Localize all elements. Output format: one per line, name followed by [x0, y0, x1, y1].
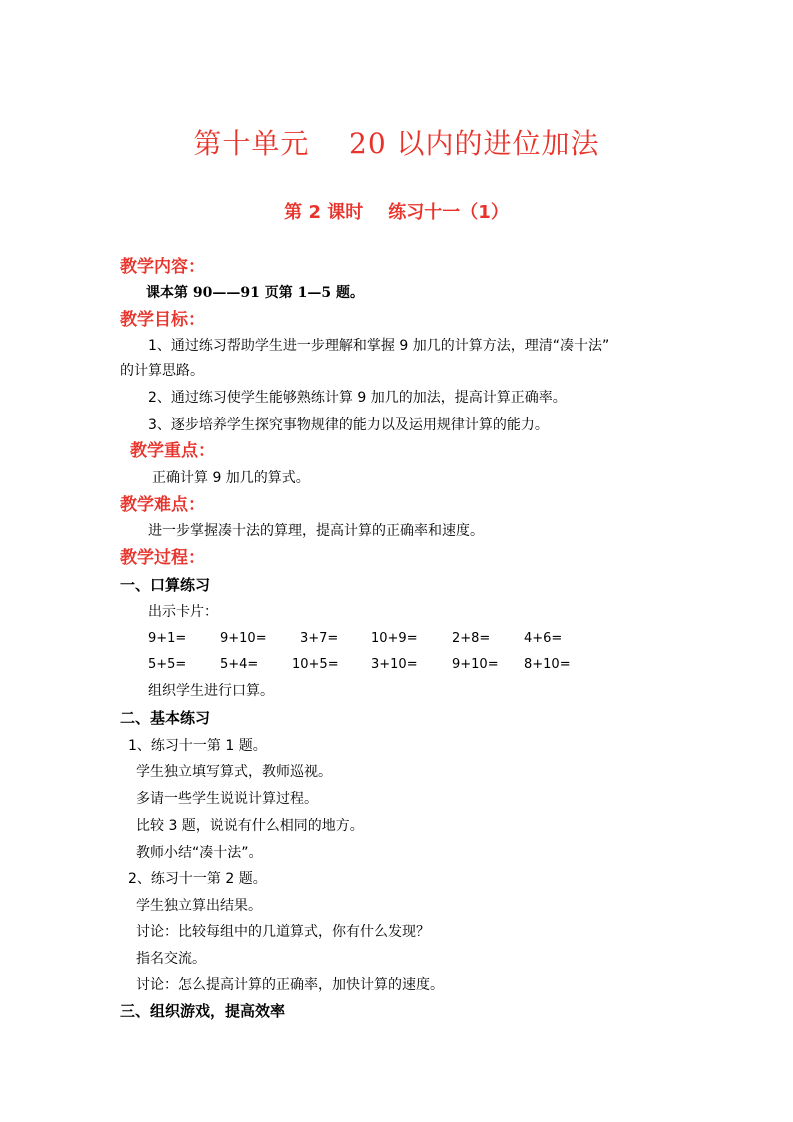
expr-r1-c5: 2+8=	[452, 631, 491, 646]
section3-heading: 三、组织游戏，提高效率	[120, 1002, 286, 1020]
expr-r2-c1: 5+5=	[148, 657, 187, 672]
expr-r2-c5: 9+10=	[452, 657, 499, 672]
expr-r1-c2: 9+10=	[220, 631, 267, 646]
section2-item1: 1、练习十一第 1 题。	[128, 738, 267, 754]
expr-r1-c4: 10+9=	[371, 631, 418, 646]
section1-heading: 一、口算练习	[120, 576, 211, 594]
section2-item2-line3: 指名交流。	[136, 951, 206, 967]
expr-r2-c3: 10+5=	[292, 657, 339, 672]
key-heading: 教学重点：	[130, 441, 215, 461]
expr-r2-c6: 8+10=	[524, 657, 571, 672]
expr-r1-c1: 9+1=	[148, 631, 187, 646]
section2-item1-line3: 比较 3 题，说说有什么相同的地方。	[136, 818, 364, 834]
content-heading: 教学内容：	[120, 257, 205, 277]
goal-line-1: 1、通过练习帮助学生进一步理解和掌握 9 加几的计算方法，理清“凑十法”	[148, 338, 610, 354]
page-title: 第十单元 20 以内的进位加法	[193, 127, 600, 160]
section2-item1-line2: 多请一些学生说说计算过程。	[136, 791, 318, 807]
section1-intro: 出示卡片：	[148, 604, 218, 620]
difficulty-heading: 教学难点：	[120, 495, 205, 515]
section1-outro: 组织学生进行口算。	[148, 683, 274, 699]
key-text: 正确计算 9 加几的算式。	[152, 470, 310, 486]
difficulty-text: 进一步掌握凑十法的算理，提高计算的正确率和速度。	[148, 523, 484, 539]
goals-heading: 教学目标：	[120, 310, 205, 330]
section2-item1-line1: 学生独立填写算式，教师巡视。	[136, 764, 332, 780]
section2-heading: 二、基本练习	[120, 709, 211, 727]
expr-r1-c6: 4+6=	[524, 631, 563, 646]
section2-item2-line2: 讨论：比较每组中的几道算式，你有什么发现？	[136, 924, 430, 940]
goal-line-3: 3、逐步培养学生探究事物规律的能力以及运用规律计算的能力。	[148, 417, 549, 433]
section2-item1-line4: 教师小结“凑十法”。	[136, 845, 263, 861]
goal-line-2: 2、通过练习使学生能够熟练计算 9 加几的加法，提高计算正确率。	[148, 390, 567, 406]
content-text: 课本第 90——91 页第 1—5 题。	[146, 285, 364, 301]
lesson-subtitle: 第 2 课时 练习十一（1）	[284, 202, 509, 223]
goal-line-1-cont: 的计算思路。	[120, 363, 204, 379]
process-heading: 教学过程：	[120, 548, 205, 568]
section2-item2-line4: 讨论：怎么提高计算的正确率，加快计算的速度。	[136, 977, 444, 993]
section2-item2: 2、练习十一第 2 题。	[128, 871, 267, 887]
section2-item2-line1: 学生独立算出结果。	[136, 898, 262, 914]
expr-r2-c2: 5+4=	[220, 657, 259, 672]
expr-r2-c4: 3+10=	[371, 657, 418, 672]
expr-r1-c3: 3+7=	[300, 631, 339, 646]
